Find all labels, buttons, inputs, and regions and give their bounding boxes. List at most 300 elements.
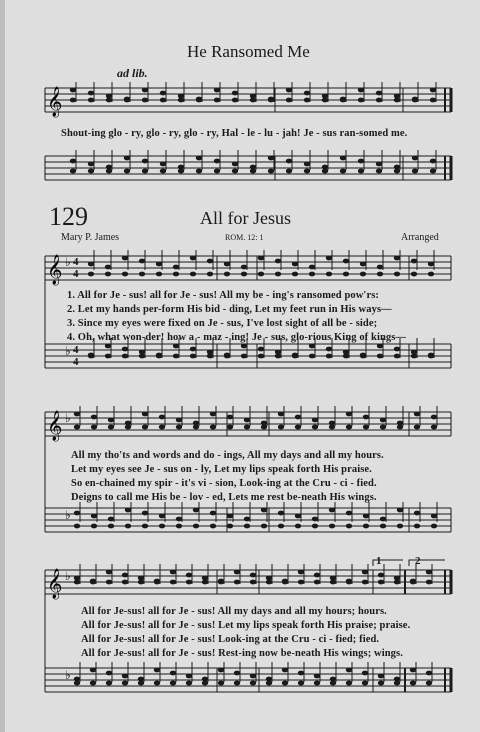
note-head xyxy=(397,508,403,513)
note-head xyxy=(159,524,165,529)
note-head xyxy=(394,256,400,261)
note-head xyxy=(261,425,267,430)
note-head xyxy=(244,517,250,522)
note-head xyxy=(170,681,176,686)
system-1-verse-2: 2. Let my hands per-form His bid - ding, Let my feet run in His ways— xyxy=(67,304,392,315)
note-head xyxy=(88,98,94,103)
note-head xyxy=(154,668,160,673)
note-head xyxy=(304,162,310,167)
note-head xyxy=(397,425,403,430)
note-head xyxy=(210,524,216,529)
note-head xyxy=(176,524,182,529)
note-head xyxy=(108,425,114,430)
note-head xyxy=(275,259,281,264)
note-head xyxy=(232,169,238,174)
note-head xyxy=(376,162,382,167)
note-head xyxy=(326,354,332,359)
note-head xyxy=(173,344,179,349)
note-head xyxy=(91,524,97,529)
note-head xyxy=(124,98,130,103)
note-head xyxy=(176,425,182,430)
note-head xyxy=(380,425,386,430)
note-head xyxy=(106,570,112,575)
note-head xyxy=(125,524,131,529)
svg-text:𝄞: 𝄞 xyxy=(47,255,63,285)
note-head xyxy=(159,415,165,420)
svg-text:♭: ♭ xyxy=(65,508,71,522)
note-head xyxy=(142,412,148,417)
note-head xyxy=(250,98,256,103)
second-ending-label: 2 xyxy=(415,555,421,567)
note-head xyxy=(322,98,328,103)
note-head xyxy=(224,354,230,359)
note-head xyxy=(360,262,366,267)
note-head xyxy=(122,674,128,679)
note-head xyxy=(412,169,418,174)
note-head xyxy=(330,580,336,585)
note-head xyxy=(70,88,76,93)
note-head xyxy=(210,425,216,430)
note-head xyxy=(227,415,233,420)
note-head xyxy=(394,354,400,359)
note-head xyxy=(250,580,256,585)
note-head xyxy=(138,580,144,585)
note-head xyxy=(214,88,220,93)
system-3-verse-3: All for Je-sus! all for Je - sus! Look-ing at the Cru - ci - fied; fied. xyxy=(81,634,380,645)
tempo-direction: ad lib. xyxy=(117,66,148,80)
note-head xyxy=(88,354,94,359)
note-head xyxy=(138,681,144,686)
note-head xyxy=(412,98,418,103)
note-head xyxy=(106,98,112,103)
note-head xyxy=(360,272,366,277)
note-head xyxy=(250,681,256,686)
first-ending-label: 1 xyxy=(376,555,382,567)
svg-text:𝄞: 𝄞 xyxy=(47,569,63,599)
note-head xyxy=(376,98,382,103)
svg-text:♭: ♭ xyxy=(65,411,71,425)
note-head xyxy=(232,98,238,103)
note-head xyxy=(90,681,96,686)
note-head xyxy=(160,162,166,167)
note-head xyxy=(173,272,179,277)
note-head xyxy=(196,98,202,103)
note-head xyxy=(430,88,436,93)
note-head xyxy=(214,159,220,164)
note-head xyxy=(88,169,94,174)
note-head xyxy=(218,681,224,686)
note-head xyxy=(268,156,274,161)
system-3-verse-2: All for Je-sus! all for Je - sus! Let my lips speak forth His praise; praise. xyxy=(81,620,411,631)
note-head xyxy=(207,272,213,277)
note-head xyxy=(261,508,267,513)
note-head xyxy=(88,272,94,277)
note-head xyxy=(326,347,332,352)
note-head xyxy=(234,671,240,676)
note-head xyxy=(258,347,264,352)
system-2-verse-4: Deigns to call me His be - lov - ed, Lets me rest be-neath His wings. xyxy=(71,492,377,503)
note-head xyxy=(88,91,94,96)
note-head xyxy=(431,425,437,430)
note-head xyxy=(139,259,145,264)
time-signature-bass: 4 4 xyxy=(73,344,79,368)
note-head xyxy=(173,354,179,359)
note-head xyxy=(278,412,284,417)
note-head xyxy=(330,681,336,686)
note-head xyxy=(74,580,80,585)
note-head xyxy=(426,681,432,686)
system-1-verse-4: 4. Oh, what won-der! how a - maz - ing! Je - sus, glo-rious King of kings— xyxy=(67,332,407,343)
note-head xyxy=(346,668,352,673)
note-head xyxy=(304,91,310,96)
note-head xyxy=(292,262,298,267)
note-head xyxy=(122,354,128,359)
note-head xyxy=(227,514,233,519)
note-head xyxy=(380,524,386,529)
note-head xyxy=(430,159,436,164)
note-head xyxy=(124,169,130,174)
note-head xyxy=(346,412,352,417)
note-head xyxy=(295,425,301,430)
note-head xyxy=(74,511,80,516)
note-head xyxy=(176,418,182,423)
arranger-credit: Arranged xyxy=(401,232,439,243)
note-head xyxy=(278,511,284,516)
note-head xyxy=(196,169,202,174)
note-head xyxy=(218,580,224,585)
note-head xyxy=(394,347,400,352)
note-head xyxy=(156,272,162,277)
system-2-verse-1: All my tho'ts and words and do - ings, All my days and all my hours. xyxy=(71,450,384,461)
note-head xyxy=(312,418,318,423)
note-head xyxy=(178,169,184,174)
note-head xyxy=(88,162,94,167)
note-head xyxy=(91,425,97,430)
note-head xyxy=(266,580,272,585)
note-head xyxy=(304,98,310,103)
note-head xyxy=(362,681,368,686)
note-head xyxy=(244,418,250,423)
note-head xyxy=(362,570,368,575)
note-head xyxy=(278,524,284,529)
note-head xyxy=(173,265,179,270)
note-head xyxy=(122,573,128,578)
note-head xyxy=(378,681,384,686)
note-head xyxy=(363,415,369,420)
note-head xyxy=(90,580,96,585)
note-head xyxy=(343,272,349,277)
system-3-verse-4: All for Je-sus! all for Je - sus! Rest-ing now be-neath His wings; wings. xyxy=(81,648,403,659)
note-head xyxy=(376,91,382,96)
note-head xyxy=(106,681,112,686)
note-head xyxy=(125,508,131,513)
note-head xyxy=(70,159,76,164)
note-head xyxy=(292,272,298,277)
note-head xyxy=(190,256,196,261)
note-head xyxy=(160,169,166,174)
note-head xyxy=(314,681,320,686)
note-head xyxy=(70,98,76,103)
note-head xyxy=(227,524,233,529)
note-head xyxy=(105,354,111,359)
system-2-verse-2: Let my eyes see Je - sus on - ly, Let my lips speak forth His praise. xyxy=(71,464,372,475)
note-head xyxy=(431,514,437,519)
svg-text:♭: ♭ xyxy=(65,569,71,583)
note-head xyxy=(224,262,230,267)
note-head xyxy=(410,668,416,673)
system-1-verse-1: 1. All for Je - sus! all for Je - sus! All my be - ing's ransomed pow'rs: xyxy=(67,290,379,301)
note-head xyxy=(394,98,400,103)
author-credit: Mary P. James xyxy=(61,232,120,243)
time-signature-treble: 4 4 xyxy=(73,256,79,280)
note-head xyxy=(426,580,432,585)
note-head xyxy=(298,681,304,686)
note-head xyxy=(258,354,264,359)
note-head xyxy=(241,272,247,277)
note-head xyxy=(160,98,166,103)
note-head xyxy=(343,259,349,264)
note-head xyxy=(207,259,213,264)
hymn-title-all-for-jesus: All for Jesus xyxy=(200,208,291,228)
note-head xyxy=(428,262,434,267)
note-head xyxy=(378,674,384,679)
note-head xyxy=(210,511,216,516)
note-head xyxy=(268,169,274,174)
note-head xyxy=(122,580,128,585)
note-head xyxy=(160,91,166,96)
note-head xyxy=(362,671,368,676)
note-head xyxy=(105,265,111,270)
note-head xyxy=(74,412,80,417)
note-head xyxy=(343,354,349,359)
note-head xyxy=(312,425,318,430)
note-head xyxy=(295,514,301,519)
note-head xyxy=(314,674,320,679)
note-head xyxy=(414,412,420,417)
note-head xyxy=(414,425,420,430)
note-head xyxy=(106,580,112,585)
note-head xyxy=(298,580,304,585)
note-head xyxy=(142,159,148,164)
svg-text:♭: ♭ xyxy=(65,255,71,269)
note-heads-layer xyxy=(5,0,480,732)
note-head xyxy=(431,415,437,420)
note-head xyxy=(394,580,400,585)
note-head xyxy=(234,580,240,585)
note-head xyxy=(70,169,76,174)
note-head xyxy=(282,681,288,686)
note-head xyxy=(186,674,192,679)
note-head xyxy=(106,169,112,174)
note-head xyxy=(214,98,220,103)
note-head xyxy=(74,524,80,529)
note-head xyxy=(410,681,416,686)
note-head xyxy=(428,354,434,359)
scripture-reference: ROM. 12: 1 xyxy=(225,233,264,242)
note-head xyxy=(286,88,292,93)
note-head xyxy=(326,256,332,261)
note-head xyxy=(275,272,281,277)
note-head xyxy=(266,681,272,686)
note-head xyxy=(176,517,182,522)
note-head xyxy=(241,344,247,349)
note-head xyxy=(360,354,366,359)
note-head xyxy=(142,169,148,174)
note-head xyxy=(232,91,238,96)
note-head xyxy=(190,354,196,359)
note-head xyxy=(154,681,160,686)
note-head xyxy=(159,425,165,430)
note-head xyxy=(193,508,199,513)
note-head xyxy=(124,156,130,161)
note-head xyxy=(282,580,288,585)
note-head xyxy=(170,671,176,676)
note-head xyxy=(411,354,417,359)
note-head xyxy=(156,262,162,267)
note-head xyxy=(298,671,304,676)
note-head xyxy=(378,580,384,585)
note-head xyxy=(286,98,292,103)
note-head xyxy=(108,517,114,522)
note-head xyxy=(414,511,420,516)
note-head xyxy=(346,425,352,430)
note-head xyxy=(261,524,267,529)
note-head xyxy=(142,511,148,516)
svg-text:𝄞: 𝄞 xyxy=(47,411,63,441)
note-head xyxy=(74,681,80,686)
note-head xyxy=(431,524,437,529)
note-head xyxy=(105,272,111,277)
system-2-verse-3: So en-chained my spir - it's vi - sion, Look-ing at the Cru - ci - fied. xyxy=(71,478,377,489)
note-head xyxy=(394,272,400,277)
note-head xyxy=(178,98,184,103)
note-head xyxy=(227,425,233,430)
note-head xyxy=(91,514,97,519)
note-head xyxy=(108,418,114,423)
note-head xyxy=(426,570,432,575)
note-head xyxy=(358,159,364,164)
note-head xyxy=(340,98,346,103)
note-head xyxy=(378,573,384,578)
hymn-number: 129 xyxy=(49,202,88,231)
note-head xyxy=(329,508,335,513)
note-head xyxy=(232,162,238,167)
note-head xyxy=(363,425,369,430)
note-head xyxy=(377,272,383,277)
note-head xyxy=(244,524,250,529)
note-head xyxy=(358,169,364,174)
note-head xyxy=(250,169,256,174)
note-head xyxy=(142,524,148,529)
note-head xyxy=(258,256,264,261)
note-head xyxy=(210,412,216,417)
note-head xyxy=(122,256,128,261)
note-head xyxy=(286,169,292,174)
svg-text:𝄞: 𝄞 xyxy=(47,87,63,117)
note-head xyxy=(295,524,301,529)
note-head xyxy=(286,159,292,164)
note-head xyxy=(156,354,162,359)
note-head xyxy=(377,354,383,359)
note-head xyxy=(340,156,346,161)
note-head xyxy=(412,156,418,161)
note-head xyxy=(362,580,368,585)
note-head xyxy=(394,169,400,174)
note-head xyxy=(218,668,224,673)
note-head xyxy=(186,681,192,686)
note-head xyxy=(312,524,318,529)
note-head xyxy=(258,272,264,277)
note-head xyxy=(142,88,148,93)
note-head xyxy=(108,524,114,529)
note-head xyxy=(358,98,364,103)
note-head xyxy=(207,354,213,359)
note-head xyxy=(358,88,364,93)
note-head xyxy=(170,580,176,585)
note-head xyxy=(268,98,274,103)
note-head xyxy=(142,98,148,103)
note-head xyxy=(122,681,128,686)
note-head xyxy=(314,580,320,585)
note-head xyxy=(106,671,112,676)
note-head xyxy=(105,344,111,349)
note-head xyxy=(202,580,208,585)
note-head xyxy=(309,265,315,270)
note-head xyxy=(190,347,196,352)
note-head xyxy=(202,681,208,686)
note-head xyxy=(411,272,417,277)
note-head xyxy=(426,671,432,676)
note-head xyxy=(428,272,434,277)
note-head xyxy=(244,425,250,430)
note-head xyxy=(250,674,256,679)
hymn-a-lyric: Shout-ing glo - ry, glo - ry, glo - ry, Hal - le - lu - jah! Je - sus ran-somed me. xyxy=(61,128,408,139)
svg-text:♭: ♭ xyxy=(65,344,71,358)
note-head xyxy=(139,272,145,277)
note-head xyxy=(122,272,128,277)
note-head xyxy=(186,580,192,585)
note-head xyxy=(309,272,315,277)
note-head xyxy=(241,265,247,270)
note-head xyxy=(278,425,284,430)
note-head xyxy=(322,169,328,174)
note-head xyxy=(309,354,315,359)
note-head xyxy=(90,668,96,673)
note-head xyxy=(363,514,369,519)
note-head xyxy=(377,344,383,349)
note-head xyxy=(74,425,80,430)
note-head xyxy=(88,262,94,267)
note-head xyxy=(275,354,281,359)
note-head xyxy=(295,415,301,420)
note-head xyxy=(376,169,382,174)
note-head xyxy=(411,259,417,264)
svg-text:♭: ♭ xyxy=(65,668,71,682)
note-head xyxy=(377,265,383,270)
note-head xyxy=(329,524,335,529)
hymn-title-he-ransomed-me: He Ransomed Me xyxy=(187,42,310,61)
note-head xyxy=(346,681,352,686)
note-head xyxy=(346,524,352,529)
note-head xyxy=(340,169,346,174)
note-head xyxy=(380,517,386,522)
note-head xyxy=(154,580,160,585)
note-head xyxy=(414,524,420,529)
note-head xyxy=(234,681,240,686)
note-head xyxy=(326,272,332,277)
note-head xyxy=(397,524,403,529)
note-head xyxy=(394,681,400,686)
